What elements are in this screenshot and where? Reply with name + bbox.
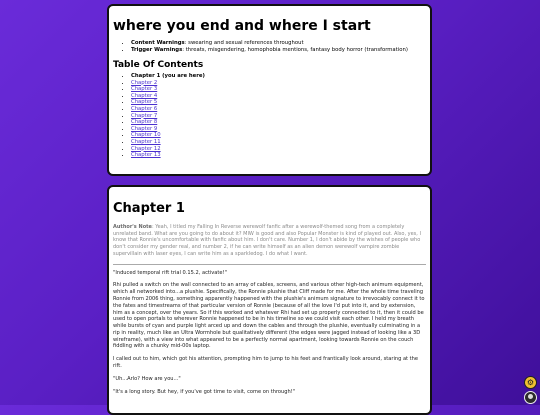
- toc-item: [131, 106, 426, 113]
- toc-item: [131, 80, 426, 87]
- warnings-list: [113, 40, 426, 54]
- story-paragraph: "Uh...Arlo? How are you...": [113, 375, 181, 382]
- story-paragraph: I called out to him, which got his attention, prompting him to jump to his feet and frantically look around, staring at the rift.: [113, 356, 419, 370]
- story-paragraph: "It's a long story. But hey, if you've got time to visit, come on through!": [113, 388, 296, 395]
- story-paragraph: "Induced temporal rift trial 0.15.2, activate!": [113, 269, 227, 276]
- toc-item: [131, 86, 426, 93]
- content-warning: [131, 40, 426, 47]
- toc-list: [113, 73, 426, 159]
- toc-link-chapter-10[interactable]: Chapter 10: [131, 132, 161, 139]
- toc-item: [131, 146, 426, 153]
- gear-glyph: ⚙: [526, 378, 535, 387]
- authors-note: [113, 224, 426, 258]
- authors-note-text: : Yeah, I titled my Falling In Reverse werewolf fanfic after a werewolf-themed song from a completely unrelated band. What are you going to do about it? MIW is good and also Popular Monster is kind of played out. Also, yes, I know that Ronnie's uncomfortable with fanfic about him. I don't care. Number 1, I don't abide by the wishes of people who don't consider my gender real, and number 2, if he can write himself as an alien demon werewolf vampire zombie supervillain with laser eyes, I can write him as a sparkledog. I do what I want.: [113, 224, 421, 257]
- divider: [113, 264, 426, 265]
- toc-link-chapter-9[interactable]: Chapter 9: [131, 125, 158, 132]
- toc-item: [131, 119, 426, 126]
- toc-link-chapter-5[interactable]: Chapter 5: [131, 99, 158, 106]
- warning-text: : threats, misgendering, homophobia mentions, fantasy body horror (transformation): [182, 47, 408, 53]
- toc-link-chapter-7[interactable]: Chapter 7: [131, 112, 158, 119]
- toc-link-chapter-8[interactable]: Chapter 8: [131, 119, 158, 126]
- chapter-title: Chapter 1: [113, 201, 185, 216]
- toc-link-chapter-6[interactable]: Chapter 6: [131, 105, 158, 112]
- authors-note-label: Author's Note: [113, 224, 152, 230]
- toc-item: [131, 139, 426, 146]
- toc-link-chapter-4[interactable]: Chapter 4: [131, 92, 158, 99]
- toc-link-chapter-2[interactable]: Chapter 2: [131, 79, 158, 86]
- trigger-warning: [131, 47, 426, 54]
- gear-icon[interactable]: [524, 376, 537, 389]
- story-title: where you end and where I start: [113, 18, 371, 34]
- toc-link-chapter-3[interactable]: Chapter 3: [131, 86, 158, 93]
- warning-text: : swearing and sexual references throughout: [184, 40, 304, 46]
- toc-link-chapter-11[interactable]: Chapter 11: [131, 138, 161, 145]
- warning-label: Content Warnings: [131, 40, 185, 46]
- toc-item: [131, 132, 426, 139]
- chapter-card: [107, 185, 432, 415]
- story-paragraph: Rhi pulled a switch on the wall connected to an array of cables, screens, and various other high-tech animum equipment, which all networked into...a plushie. Specifically, the Ronnie plushie that Cliff made for me. After the whole time traveling Ronnie from 2006 thing, something apparently happened with the plushie's animum signature to irrevocably connect it to the fates and timestreams of that particular version of Ronnie (because of all the love I'd put into it, and by extension, him as a concept, over the years. So if this worked and whatever Rhi had set up properly connected to it, then it could be used to open portals to wherever Ronnie happened to be in his timeline so we could visit each other. I held my breath while bursts of cyan and purple light arced up and down the cables and through the plushie, eventually culminating in a rip in reality, much like an Ultra Wormhole but qualitatively different (the edges were jagged instead of looking like a 3D wireframe), with a view into what appeared to be a perfectly normal apartment, looking towards Ronnie on the couch fiddling with a chunky mid-00s laptop.: [113, 282, 425, 350]
- toc-item: [131, 99, 426, 106]
- toc-current-chapter: • Chapter 1 (you are here): [131, 73, 426, 80]
- person-icon[interactable]: [524, 391, 537, 404]
- toc-item: [131, 126, 426, 133]
- toc-item: [131, 113, 426, 120]
- toc-item: [131, 93, 426, 100]
- toc-link-chapter-12[interactable]: Chapter 12: [131, 145, 161, 152]
- toc-title: Table Of Contents: [113, 60, 204, 70]
- story-header-card: [107, 4, 432, 176]
- warning-label: Trigger Warnings: [131, 47, 183, 53]
- toc-item: [131, 152, 426, 159]
- toc-link-chapter-13[interactable]: Chapter 13: [131, 152, 161, 159]
